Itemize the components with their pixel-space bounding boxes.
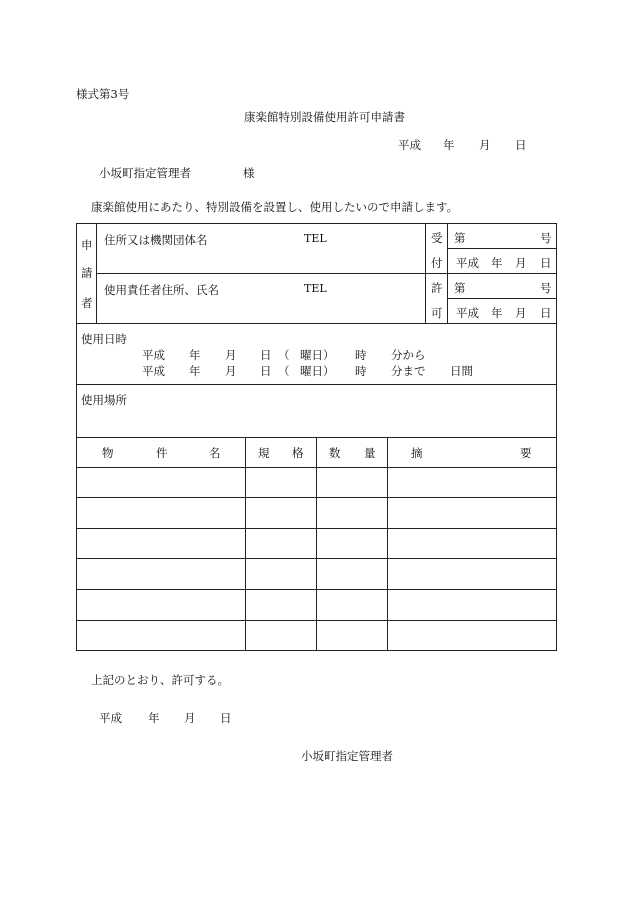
item-name-header-char: 件	[156, 446, 168, 460]
datetime-section-bottom	[76, 384, 557, 385]
to-minute: 分まで	[391, 364, 426, 378]
responsible-label: 使用責任者住所、氏名	[104, 283, 219, 297]
addressee-name: 小坂町指定管理者	[99, 166, 191, 180]
reception-date-era: 平成	[456, 256, 479, 270]
items-col-divider	[245, 437, 246, 651]
from-minute: 分から	[391, 348, 426, 362]
permission-char: 可	[431, 306, 443, 320]
to-month: 月	[225, 364, 237, 378]
to-year: 年	[189, 364, 201, 378]
permission-date-era: 平成	[456, 306, 479, 320]
from-weekday: 曜日）	[300, 348, 335, 362]
quantity-header-char: 数	[329, 446, 341, 460]
bottom-date-month: 月	[184, 711, 196, 725]
from-paren-open: （	[278, 348, 290, 362]
quantity-header-char: 量	[364, 446, 376, 460]
from-era: 平成	[142, 348, 165, 362]
applicant-label-char: 者	[81, 296, 93, 310]
permission-number-suffix: 号	[540, 281, 552, 295]
permission-divider	[447, 298, 557, 299]
permission-date-year: 年	[491, 306, 503, 320]
item-name-header-char: 物	[102, 446, 114, 460]
from-day: 日	[260, 348, 272, 362]
reception-date-month: 月	[515, 256, 527, 270]
to-era: 平成	[142, 364, 165, 378]
header-date-day: 日	[515, 138, 527, 152]
item-name-header-char: 名	[209, 446, 221, 460]
items-col-divider	[387, 437, 388, 651]
reception-divider	[447, 248, 557, 249]
responsible-tel-label: TEL	[304, 282, 327, 295]
to-paren-open: （	[278, 364, 290, 378]
permission-number-prefix: 第	[454, 281, 466, 295]
bottom-date-day: 日	[220, 711, 232, 725]
from-year: 年	[189, 348, 201, 362]
remarks-header-char: 摘	[411, 446, 423, 460]
from-hour: 時	[355, 348, 367, 362]
form-title: 康楽館特別設備使用許可申請書	[244, 110, 405, 124]
reception-date-year: 年	[491, 256, 503, 270]
to-days: 日間	[450, 364, 473, 378]
reception-permission-divider	[425, 273, 557, 274]
address-label: 住所又は機関団体名	[104, 233, 208, 247]
header-date-era: 平成	[398, 138, 421, 152]
permission-date-day: 日	[540, 306, 552, 320]
spec-header-char: 格	[292, 446, 304, 460]
bottom-date-year: 年	[148, 711, 160, 725]
address-tel-label: TEL	[304, 232, 327, 245]
reception-number-suffix: 号	[540, 231, 552, 245]
items-col-divider	[316, 437, 317, 651]
addressee-honorific: 様	[243, 166, 255, 180]
spec-header-char: 規	[258, 446, 270, 460]
reception-date-day: 日	[540, 256, 552, 270]
permission-date-month: 月	[515, 306, 527, 320]
reception-label-divider	[447, 223, 448, 323]
to-hour: 時	[355, 364, 367, 378]
usage-place-label: 使用場所	[81, 393, 127, 407]
header-date-year: 年	[443, 138, 455, 152]
permission-char: 許	[431, 281, 443, 295]
bottom-date-era: 平成	[99, 711, 122, 725]
intro-text: 康楽館使用にあたり、特別設備を設置し、使用したいので申請します。	[91, 200, 459, 214]
signatory: 小坂町指定管理者	[301, 749, 393, 763]
reception-char: 付	[431, 256, 443, 270]
header-date-month: 月	[479, 138, 491, 152]
reception-number-prefix: 第	[454, 231, 466, 245]
from-month: 月	[225, 348, 237, 362]
reception-char: 受	[431, 231, 443, 245]
remarks-header-char: 要	[520, 446, 532, 460]
applicant-label-char: 請	[81, 266, 93, 280]
to-day: 日	[260, 364, 272, 378]
approval-statement: 上記のとおり、許可する。	[91, 673, 229, 687]
applicant-divider	[96, 273, 425, 274]
applicant-label-char: 申	[81, 238, 93, 252]
applicant-section-bottom	[76, 323, 557, 324]
form-number: 様式第3号	[76, 87, 130, 101]
reception-box-left	[425, 223, 426, 323]
to-weekday: 曜日）	[300, 364, 335, 378]
applicant-label-divider	[96, 223, 97, 323]
usage-datetime-label: 使用日時	[81, 332, 127, 346]
